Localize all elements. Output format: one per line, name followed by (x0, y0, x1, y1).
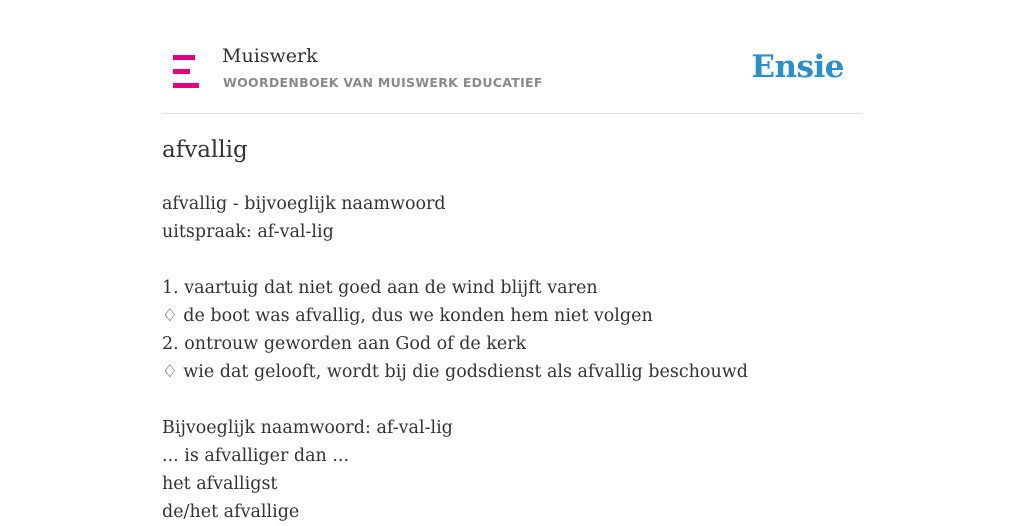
definition-line: afvallig - bijvoeglijk naamwoord (162, 194, 446, 214)
ensie-logo[interactable]: Ensie (751, 49, 844, 85)
definition-line: ... is afvalliger dan ... (162, 446, 350, 466)
definition-line: het afvalligst (162, 474, 278, 494)
definition-line: de/het afvallige (162, 502, 300, 522)
definition-line: 2. ontrouw geworden aan God of de kerk (162, 334, 527, 354)
entry-definition (162, 190, 748, 526)
definition-line: ♢ wie dat gelooft, wordt bij die godsdienst als afvallig beschouwd (162, 362, 748, 382)
definition-line: 1. vaartuig dat niet goed aan de wind blijft varen (162, 278, 598, 298)
definition-line (162, 386, 748, 414)
page (162, 0, 862, 522)
definition-line: Bijvoeglijk naamwoord: af-val-lig (162, 418, 453, 438)
entry-title: afvallig (162, 137, 248, 163)
muiswerk-logo-icon[interactable] (173, 55, 200, 88)
dictionary-title[interactable]: Muiswerk (222, 45, 318, 67)
dictionary-subtitle: WOORDENBOEK VAN MUISWERK EDUCATIEF (223, 75, 543, 90)
definition-line: ♢ de boot was afvallig, dus we konden hem niet volgen (162, 306, 653, 326)
definition-line (162, 246, 748, 274)
site-header (162, 0, 862, 114)
definition-line: uitspraak: af-val-lig (162, 222, 334, 242)
